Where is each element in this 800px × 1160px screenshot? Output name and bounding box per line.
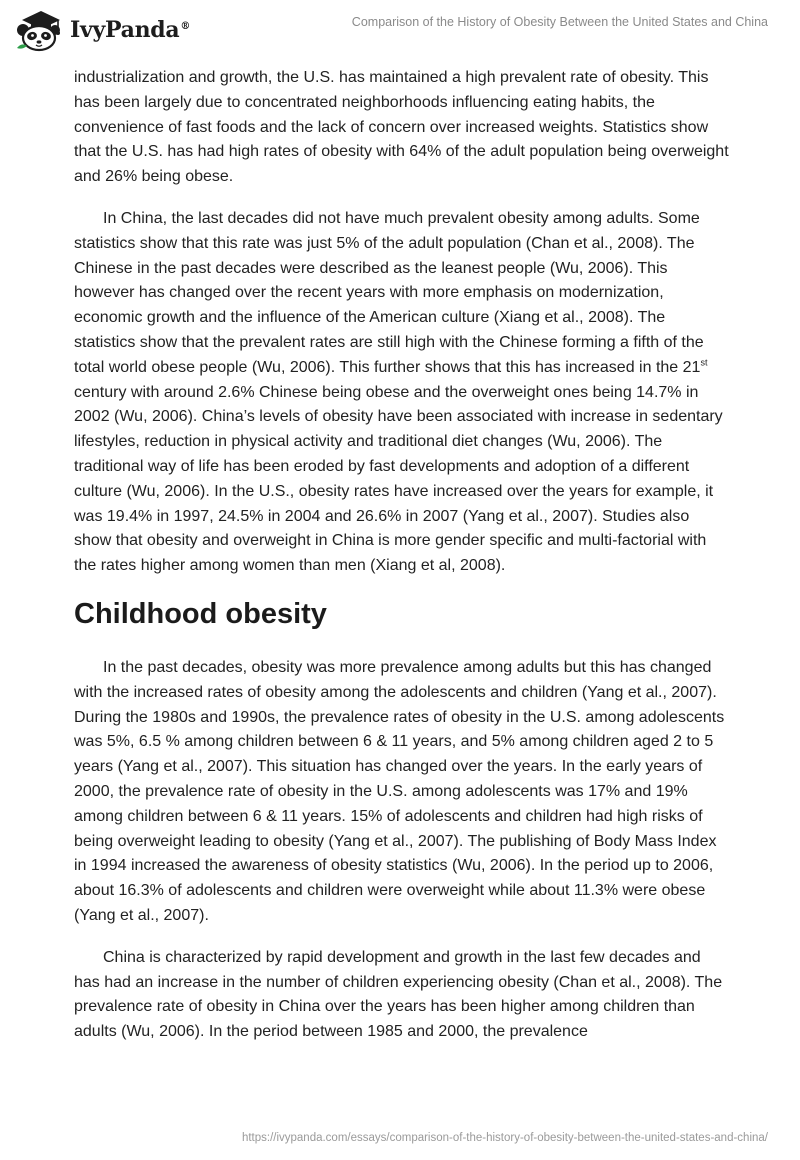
brand-logo[interactable] <box>14 8 190 52</box>
source-url[interactable]: https://ivypanda.com/essays/comparison-of-the-history-of-obesity-between-the-united-states-and-china/ <box>241 1132 768 1144</box>
paragraph-china-childhood: China is characterized by rapid development and growth in the last few decades and has had an increase in the number of children experiencing obesity (Chan et al., 2008). The prevalence rate of obesity in China over the years has been higher among children than adults (Wu, 2006). In the period between 1985 and 2000, the prevalence <box>74 948 723 1041</box>
panda-graduate-icon <box>14 8 64 52</box>
brand-name-text: IvyPanda <box>70 17 180 43</box>
ordinal-suffix: st <box>700 357 708 368</box>
article-body <box>74 66 730 1062</box>
section-heading-childhood-obesity: Childhood obesity <box>74 597 327 630</box>
paragraph-text-part-2: century with around 2.6% Chinese being obese and the overweight ones being 14.7% in 2002 (Wu, 2006). China’s levels of obesity have been associated with increase in sedentary lifestyles, reduction in physical activity and traditional diet changes (Wu, 2006). The traditional way of life has been eroded by fast developments and adoption of a different culture (Wu, 2006). In the U.S., obesity rates have increased over the years for example, it was 19.4% in 1997, 24.5% in 2004 and 26.6% in 2007 (Yang et al., 2007). Studies also show that obesity and overweight in China is more gender specific and multi-factorial with the rates higher among women than men (Xiang et al, 2008). <box>74 383 723 575</box>
paragraph-china-adults <box>74 207 730 579</box>
page-header <box>0 0 800 66</box>
document-title: Comparison of the History of Obesity Between the United States and China <box>351 15 768 29</box>
paragraph-continuation: industrialization and growth, the U.S. has maintained a high prevalent rate of obesity. This has been largely due to concentrated neighborhoods influencing eating habits, the convenience of fast foods and the lack of concern over increased weights. Statistics show that the U.S. has had high rates of obesity with 64% of the adult population being overweight and 26% being obese. <box>74 69 729 186</box>
paragraph-us-childhood: In the past decades, obesity was more prevalence among adults but this has changed with the increased rates of obesity among the adolescents and children (Yang et al., 2007). During the 1980s and 1990s, the prevalence rates of obesity in the U.S. among adolescents was 5%, 6.5 % among children between 6 & 11 years, and 5% among children aged 2 to 5 years (Yang et al., 2007). This situation has changed over the years. In the early years of 2000, the prevalence rate of obesity in the U.S. among adolescents was 17% and 19% among children between 6 & 11 years. 15% of adolescents and children had high risks of being overweight leading to obesity (Yang et al., 2007). The publishing of Body Mass Index in 1994 increased the awareness of obesity statistics (Wu, 2006). In the period up to 2006, about 16.3% of adolescents and children were overweight while about 11.3% were obese (Yang et al., 2007). <box>74 658 725 924</box>
paragraph-text-part-1: In China, the last decades did not have much prevalent obesity among adults. Some statistics show that this rate was just 5% of the adult population (Chan et al., 2008). The Chinese in the past decades were described as the leanest people (Wu, 2006). This however has changed over the recent years with more emphasis on modernization, economic growth and the influence of the American culture (Xiang et al., 2008). The statistics show that the prevalent rates are still high with the Chinese forming a fifth of the total world obese people (Wu, 2006). This further shows that this has increased in the 21 <box>74 209 704 376</box>
registered-mark: ® <box>180 20 191 32</box>
brand-name <box>70 17 190 43</box>
